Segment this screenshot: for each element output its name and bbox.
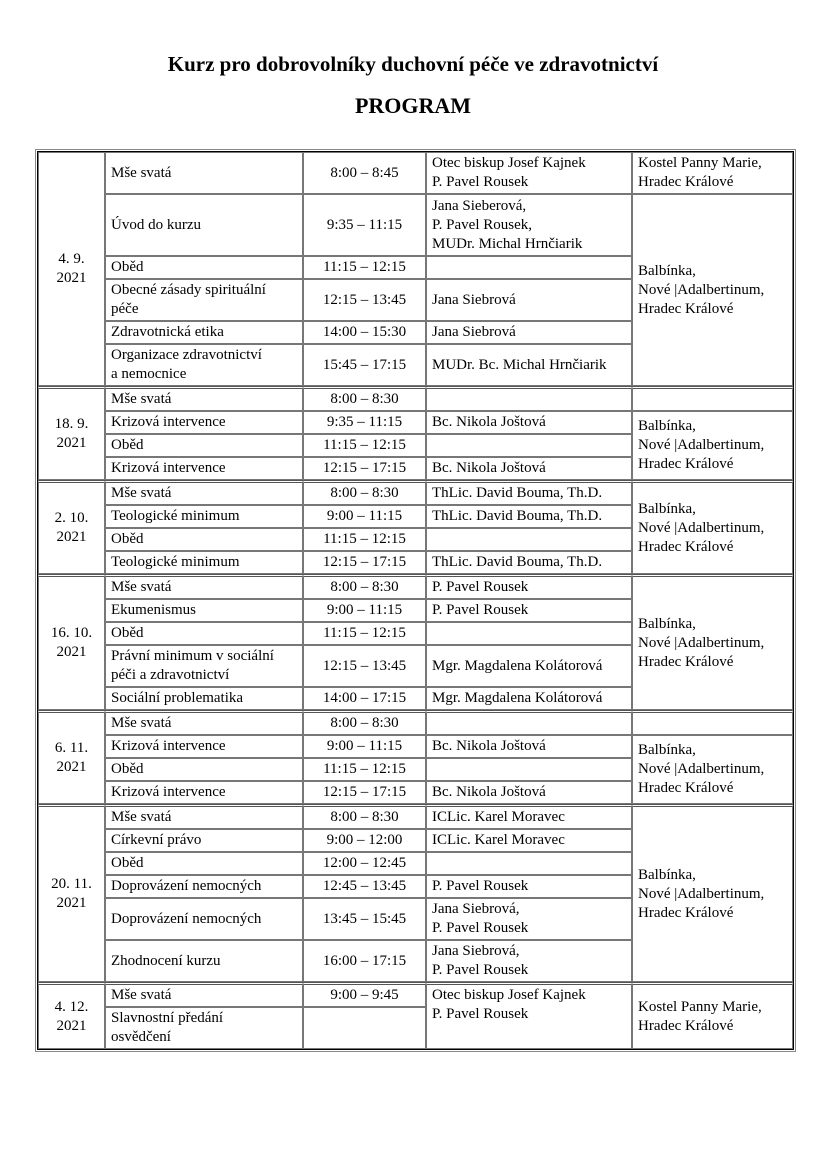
place-cell (632, 480, 793, 574)
speaker-text: P. Pavel Rousek (432, 920, 529, 936)
time-cell (303, 411, 426, 434)
table-row (38, 735, 793, 758)
time-text: 11:15 – 12:15 (323, 625, 406, 641)
place-text: Hradec Králové (638, 174, 734, 190)
activity-text: Právní minimum v sociální (111, 648, 274, 664)
time-text: 13:45 – 15:45 (322, 910, 407, 927)
activity-cell (105, 574, 303, 599)
place-cell (632, 710, 793, 735)
place-text: Hradec Králové (638, 538, 734, 555)
speaker-text: P. Pavel Rousek (432, 602, 529, 618)
activity-cell (105, 852, 303, 875)
place-cell (632, 152, 793, 194)
place-text: Hradec Králové (638, 780, 734, 796)
speaker-text: MUDr. Michal Hrnčiarik (432, 235, 583, 252)
activity-cell (105, 434, 303, 457)
time-cell (303, 982, 426, 1007)
activity-cell (105, 781, 303, 804)
time-text: 9:00 – 9:45 (330, 987, 399, 1003)
date-text: 2021 (56, 895, 87, 911)
time-cell (303, 1007, 426, 1049)
activity-cell (105, 480, 303, 505)
place-text: Balbínka, (638, 866, 696, 883)
date-text: 2021 (56, 759, 87, 775)
activity-cell (105, 1007, 303, 1049)
time-text: 8:00 – 8:30 (330, 715, 399, 731)
time-text: 14:00 – 15:30 (322, 324, 407, 340)
speaker-text: ThLic. David Bouma, Th.D. (432, 508, 603, 524)
place-text: Hradec Králové (638, 904, 734, 921)
time-text: 14:00 – 17:15 (322, 690, 407, 706)
date-text: 2. 10. (54, 510, 89, 526)
date-text: 18. 9. (54, 416, 89, 432)
speaker-cell (426, 528, 632, 551)
time-text: 11:15 – 12:15 (323, 761, 406, 777)
speaker-cell (426, 457, 632, 480)
activity-text: Oběd (111, 761, 144, 777)
time-cell (303, 758, 426, 781)
activity-text: Zhodnocení kurzu (111, 952, 221, 969)
activity-cell (105, 875, 303, 898)
activity-text: Oběd (111, 437, 144, 453)
place-cell (632, 386, 793, 411)
speaker-cell (426, 687, 632, 710)
speaker-cell (426, 829, 632, 852)
speaker-cell (426, 781, 632, 804)
speaker-text: Bc. Nikola Joštová (432, 784, 546, 800)
place-cell (632, 804, 793, 982)
speaker-text: P. Pavel Rousek (432, 579, 529, 595)
place-text: Kostel Panny Marie, (638, 155, 762, 171)
date-cell (38, 152, 105, 386)
table-row (38, 982, 793, 1007)
table-row (38, 710, 793, 735)
speaker-text: ThLic. David Bouma, Th.D. (432, 554, 603, 570)
activity-cell (105, 645, 303, 687)
activity-text: Mše svatá (111, 485, 172, 501)
speaker-text: Jana Siebrová, (432, 901, 520, 917)
speaker-cell (426, 194, 632, 256)
activity-cell (105, 321, 303, 344)
table-row (38, 194, 793, 256)
speaker-text: ThLic. David Bouma, Th.D. (432, 485, 603, 501)
program-table (37, 151, 794, 1050)
activity-text: Úvod do kurzu (111, 216, 201, 233)
time-text: 9:00 – 11:15 (326, 602, 403, 618)
time-text: 16:00 – 17:15 (322, 952, 407, 969)
activity-text: Krizová intervence (111, 460, 226, 476)
speaker-text: P. Pavel Rousek (432, 1006, 529, 1022)
time-cell (303, 457, 426, 480)
date-text: 20. 11. (51, 876, 92, 892)
activity-cell (105, 687, 303, 710)
speaker-text: ICLic. Karel Moravec (432, 809, 565, 825)
date-cell (38, 710, 105, 804)
activity-cell (105, 194, 303, 256)
speaker-cell (426, 982, 632, 1049)
activity-text: osvědčení (111, 1029, 171, 1045)
activity-cell (105, 735, 303, 758)
page-title: Kurz pro dobrovolníky duchovní péče ve zdravotnictví (167, 52, 659, 76)
speaker-text: P. Pavel Rousek (432, 174, 529, 190)
speaker-text: P. Pavel Rousek (432, 962, 529, 978)
speaker-cell (426, 710, 632, 735)
time-text: 12:15 – 17:15 (322, 784, 407, 800)
activity-cell (105, 505, 303, 528)
activity-cell (105, 758, 303, 781)
time-cell (303, 940, 426, 982)
speaker-cell (426, 505, 632, 528)
table-row (38, 152, 793, 194)
speaker-text: ICLic. Karel Moravec (432, 832, 565, 848)
speaker-cell (426, 645, 632, 687)
activity-text: Církevní právo (111, 832, 202, 848)
date-text: 2021 (56, 270, 87, 286)
place-text: Nové |Adalbertinum, (638, 519, 765, 536)
activity-text: Ekumenismus (111, 602, 196, 618)
date-text: 4. 9. (58, 251, 85, 267)
speaker-text: P. Pavel Rousek (432, 878, 529, 894)
place-text: Balbínka, (638, 500, 696, 517)
activity-cell (105, 528, 303, 551)
place-text: Hradec Králové (638, 300, 734, 317)
date-text: 2021 (56, 529, 87, 545)
time-cell (303, 829, 426, 852)
place-text: Nové |Adalbertinum, (638, 437, 765, 453)
time-cell (303, 194, 426, 256)
speaker-text: Jana Siebrová, (432, 943, 520, 959)
table-row (38, 480, 793, 505)
place-text: Kostel Panny Marie, (638, 998, 762, 1015)
activity-cell (105, 457, 303, 480)
speaker-text: Bc. Nikola Joštová (432, 414, 546, 430)
date-cell (38, 574, 105, 710)
time-cell (303, 804, 426, 829)
date-text: 2021 (56, 1017, 87, 1034)
speaker-cell (426, 480, 632, 505)
activity-text: Mše svatá (111, 809, 172, 825)
time-cell (303, 152, 426, 194)
speaker-cell (426, 434, 632, 457)
time-cell (303, 687, 426, 710)
time-text: 11:15 – 12:15 (323, 259, 406, 275)
time-text: 9:00 – 11:15 (326, 738, 403, 754)
activity-cell (105, 279, 303, 321)
time-cell (303, 574, 426, 599)
time-cell (303, 528, 426, 551)
activity-text: a nemocnice (111, 366, 187, 382)
time-cell (303, 645, 426, 687)
time-cell (303, 344, 426, 386)
time-text: 12:15 – 17:15 (322, 554, 407, 570)
activity-text: Slavnostní předání (111, 1010, 224, 1026)
activity-cell (105, 710, 303, 735)
time-cell (303, 898, 426, 940)
activity-cell (105, 940, 303, 982)
activity-cell (105, 152, 303, 194)
place-cell (632, 411, 793, 480)
speaker-cell (426, 898, 632, 940)
speaker-cell (426, 279, 632, 321)
activity-text: Oběd (111, 531, 144, 547)
date-text: 16. 10. (50, 625, 93, 641)
speaker-cell (426, 735, 632, 758)
place-text: Hradec Králové (638, 456, 734, 472)
time-text: 12:15 – 17:15 (322, 460, 407, 476)
time-text: 11:15 – 12:15 (323, 437, 406, 453)
activity-text: Doprovázení nemocných (111, 910, 262, 927)
activity-text: Mše svatá (111, 391, 172, 407)
place-cell (632, 735, 793, 804)
speaker-cell (426, 804, 632, 829)
place-text: Hradec Králové (638, 653, 734, 670)
speaker-text: Mgr. Magdalena Kolátorová (432, 657, 603, 674)
place-text: Balbínka, (638, 418, 696, 434)
time-text: 8:00 – 8:30 (330, 391, 399, 407)
activity-text: Krizová intervence (111, 784, 226, 800)
speaker-text: Mgr. Magdalena Kolátorová (432, 690, 603, 706)
speaker-cell (426, 256, 632, 279)
time-cell (303, 279, 426, 321)
date-text: 2021 (56, 435, 87, 451)
time-cell (303, 781, 426, 804)
place-cell (632, 982, 793, 1049)
speaker-cell (426, 852, 632, 875)
time-cell (303, 622, 426, 645)
time-text: 9:35 – 11:15 (326, 414, 403, 430)
activity-text: Obecné zásady spirituální (111, 282, 266, 298)
speaker-cell (426, 411, 632, 434)
speaker-text: Bc. Nikola Joštová (432, 460, 546, 476)
time-text: 8:00 – 8:45 (330, 164, 399, 181)
speaker-text: Otec biskup Josef Kajnek (432, 155, 586, 171)
activity-cell (105, 551, 303, 574)
activity-cell (105, 599, 303, 622)
activity-text: Doprovázení nemocných (111, 878, 262, 894)
activity-cell (105, 256, 303, 279)
activity-text: Sociální problematika (111, 690, 244, 706)
speaker-cell (426, 344, 632, 386)
time-cell (303, 505, 426, 528)
date-cell (38, 480, 105, 574)
activity-text: Oběd (111, 625, 144, 641)
speaker-text: MUDr. Bc. Michal Hrnčiarik (432, 356, 607, 373)
activity-text: Teologické minimum (111, 508, 240, 524)
time-cell (303, 599, 426, 622)
activity-text: Mše svatá (111, 164, 172, 181)
time-cell (303, 321, 426, 344)
time-text: 12:00 – 12:45 (322, 855, 407, 871)
speaker-cell (426, 875, 632, 898)
place-text: Hradec Králové (638, 1017, 734, 1034)
activity-cell (105, 804, 303, 829)
speaker-cell (426, 551, 632, 574)
activity-text: Krizová intervence (111, 414, 226, 430)
time-text: 8:00 – 8:30 (330, 579, 399, 595)
activity-text: Oběd (111, 259, 144, 275)
time-cell (303, 710, 426, 735)
time-cell (303, 480, 426, 505)
activity-text: Teologické minimum (111, 554, 240, 570)
speaker-cell (426, 940, 632, 982)
time-text: 11:15 – 12:15 (323, 531, 406, 547)
date-cell (38, 804, 105, 982)
time-text: 15:45 – 17:15 (322, 356, 407, 373)
time-text: 8:00 – 8:30 (330, 809, 399, 825)
speaker-cell (426, 622, 632, 645)
speaker-cell (426, 386, 632, 411)
time-text: 8:00 – 8:30 (330, 485, 399, 501)
place-cell (632, 574, 793, 710)
activity-text: Mše svatá (111, 987, 172, 1003)
time-text: 9:35 – 11:15 (326, 216, 403, 233)
place-text: Nové |Adalbertinum, (638, 885, 765, 902)
place-text: Nové |Adalbertinum, (638, 281, 765, 298)
time-cell (303, 735, 426, 758)
speaker-text: Otec biskup Josef Kajnek (432, 987, 586, 1003)
date-cell (38, 386, 105, 480)
speaker-text: P. Pavel Rousek, (432, 216, 533, 233)
activity-cell (105, 386, 303, 411)
time-text: 9:00 – 11:15 (326, 508, 403, 524)
place-text: Nové |Adalbertinum, (638, 634, 765, 651)
time-cell (303, 551, 426, 574)
table-row (38, 386, 793, 411)
activity-text: Organizace zdravotnictví (111, 347, 262, 363)
speaker-cell (426, 321, 632, 344)
activity-text: Krizová intervence (111, 738, 226, 754)
speaker-text: Jana Siebrová (432, 291, 516, 308)
date-text: 2021 (56, 644, 87, 660)
place-text: Balbínka, (638, 262, 696, 279)
table-row (38, 411, 793, 434)
speaker-text: Jana Sieberová, (432, 197, 527, 214)
speaker-cell (426, 152, 632, 194)
activity-cell (105, 982, 303, 1007)
activity-text: Mše svatá (111, 579, 172, 595)
date-cell (38, 982, 105, 1049)
time-text: 12:15 – 13:45 (322, 291, 407, 308)
time-text: 12:45 – 13:45 (322, 878, 407, 894)
date-text: 4. 12. (54, 998, 89, 1015)
activity-cell (105, 622, 303, 645)
time-text: 12:15 – 13:45 (322, 657, 407, 674)
time-cell (303, 875, 426, 898)
time-cell (303, 256, 426, 279)
table-row (38, 574, 793, 599)
activity-text: Oběd (111, 855, 144, 871)
activity-text: péče (111, 301, 139, 317)
program-heading: PROGRAM (354, 93, 472, 118)
speaker-cell (426, 758, 632, 781)
activity-cell (105, 411, 303, 434)
time-cell (303, 434, 426, 457)
speaker-cell (426, 599, 632, 622)
activity-cell (105, 898, 303, 940)
table-row (38, 804, 793, 829)
activity-cell (105, 829, 303, 852)
place-text: Nové |Adalbertinum, (638, 761, 765, 777)
place-cell (632, 194, 793, 386)
speaker-cell (426, 574, 632, 599)
activity-text: Zdravotnická etika (111, 324, 224, 340)
speaker-text: Bc. Nikola Joštová (432, 738, 546, 754)
activity-text: péči a zdravotnictví (111, 667, 230, 683)
place-text: Balbínka, (638, 742, 696, 758)
speaker-text: Jana Siebrová (432, 324, 516, 340)
place-text: Balbínka, (638, 615, 696, 632)
activity-cell (105, 344, 303, 386)
activity-text: Mše svatá (111, 715, 172, 731)
date-text: 6. 11. (54, 740, 89, 756)
time-cell (303, 386, 426, 411)
time-cell (303, 852, 426, 875)
time-text: 9:00 – 12:00 (326, 832, 403, 848)
